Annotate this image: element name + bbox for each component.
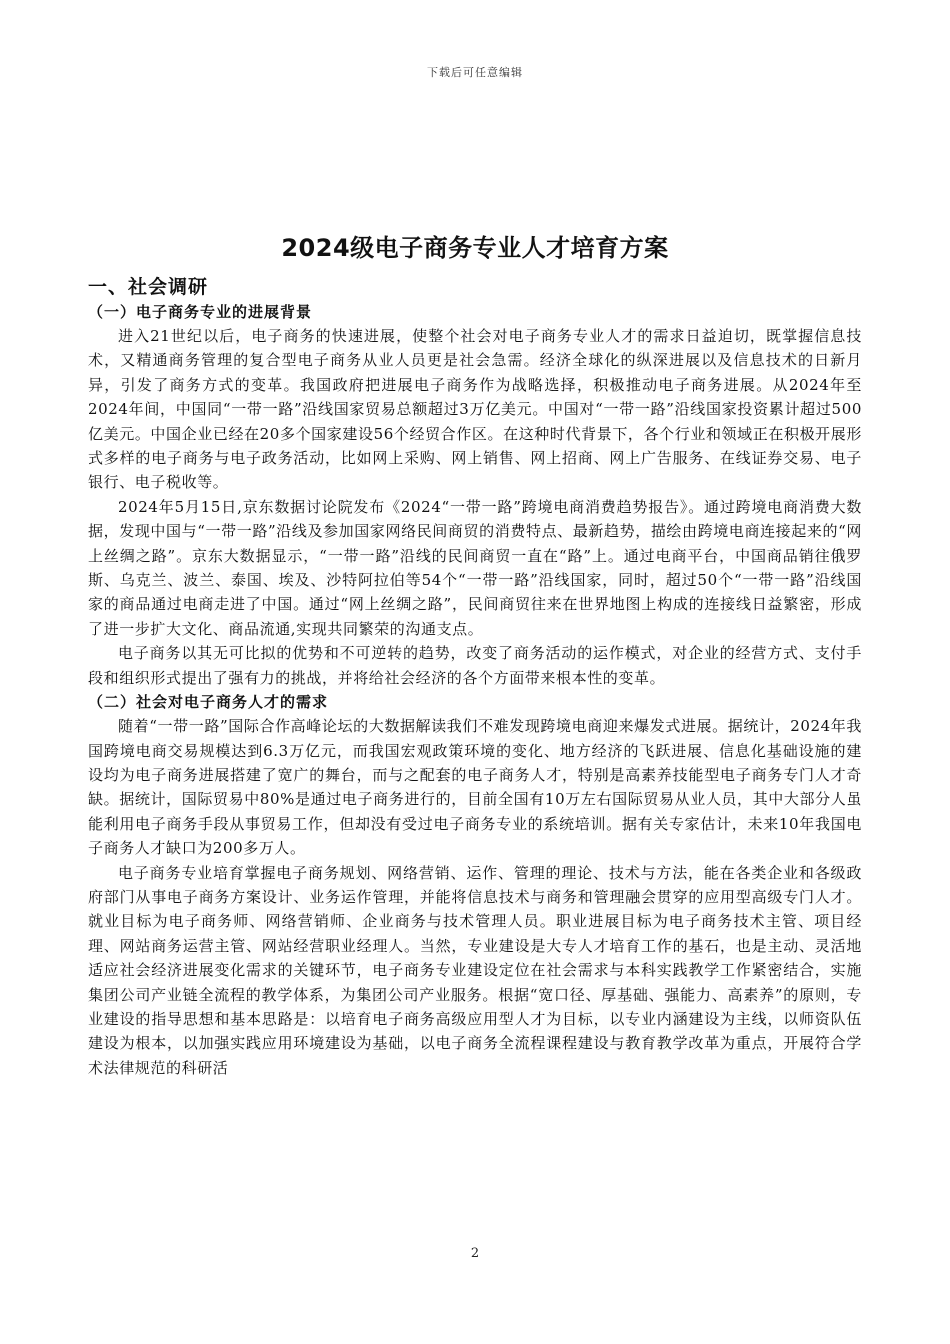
paragraph: 电子商务以其无可比拟的优势和不可逆转的趋势，改变了商务活动的运作模式，对企业的经营方式、支付手段和组织形式提出了强有力的挑战，并将给社会经济的各个方面带来根本性的变革。 [88, 644, 862, 687]
header-note: 下载后可任意编辑 [427, 66, 523, 79]
subsection-heading-background: （一）电子商务专业的进展背景 [88, 303, 313, 321]
paragraph: 电子商务专业培育掌握电子商务规划、网络营销、运作、管理的理论、技术与方法，能在各类企业和各级政府部门从事电子商务方案设计、业务运作管理，并能将信息技术与商务和管理融会贯穿的应用型高级专门人才。就业目标为电子商务师、网络营销师、企业商务与技术管理人员。职业进展目标为电子商务技术主管、项目经理、网站商务运营主管、网站经营职业经理人。当然，专业建设是大专人才培育工作的基石，也是主动、灵活地适应社会经济进展变化需求的关键环节，电子商务专业建设定位在社会需求与本科实践教学工作紧密结合，实施集团公司产业链全流程的教学体系，为集团公司产业服务。根据“宽口径、厚基础、强能力、高素养”的原则，专业建设的指导思想和基本思路是：以培育电子商务高级应用型人才为目标，以专业内涵建设为主线，以师资队伍建设为根本，以加强实践应用环境建设为基础，以电子商务全流程课程建设与教育教学改革为重点，开展符合学术法律规范的科研活 [88, 863, 862, 1077]
subsection-heading-talent-demand: （二）社会对电子商务人才的需求 [88, 693, 329, 712]
paragraph: 随着“一带一路”国际合作高峰论坛的大数据解读我们不难发现跨境电商迎来爆发式进展。据统计，2024年我国跨境电商交易规模达到6.3万亿元，而我国宏观政策环境的变化、地方经济的飞跃进展、信息化基础设施的建设均为电子商务进展搭建了宽广的舞台，而与之配套的电子商务人才，特别是高素养技能型电子商务专门人才奇缺。据统计，国际贸易中80%是通过电子商务进行的，目前全国有10万左右国际贸易从业人员，其中大部分人虽能利用电子商务手段从事贸易工作，但却没有受过电子商务专业的系统培训。据有关专家估计，未来10年我国电子商务人才缺口为200多万人。 [88, 717, 862, 858]
document-body [88, 228, 862, 1080]
document-title: 2024级电子商务专业人才培育方案 [281, 234, 669, 262]
section-heading-social-research: 一、社会调研 [88, 276, 209, 298]
page-number: 2 [470, 1246, 480, 1261]
paragraph: 进入21世纪以后，电子商务的快速进展，使整个社会对电子商务专业人才的需求日益迫切，既掌握信息技术，又精通商务管理的复合型电子商务从业人员更是社会急需。经济全球化的纵深进展以及信息技术的日新月异，引发了商务方式的变革。我国政府把进展电子商务作为战略选择，积极推动电子商务进展。从2024年至2024年间，中国同“一带一路”沿线国家贸易总额超过3万亿美元。中国对“一带一路”沿线国家投资累计超过500亿美元。中国企业已经在20多个国家建设56个经贸合作区。在这种时代背景下，各个行业和领域正在积极开展形式多样的电子商务与电子政务活动，比如网上采购、网上销售、网上招商、网上广告服务、在线证券交易、电子银行、电子税收等。 [88, 327, 862, 492]
paragraph: 2024年5月15日,京东数据讨论院发布《2024“一带一路”跨境电商消费趋势报告》。通过跨境电商消费大数据，发现中国与“一带一路”沿线及参加国家网络民间商贸的消费特点、最新趋势，描绘由跨境电商连接起来的“网上丝绸之路”。京东大数据显示，“一带一路”沿线的民间商贸一直在“路”上。通过电商平台，中国商品销往俄罗斯、乌克兰、波兰、泰国、埃及、沙特阿拉伯等54个“一带一路”沿线国家，同时，超过50个“一带一路”沿线国家的商品通过电商走进了中国。通过“网上丝绸之路”，民间商贸往来在世界地图上构成的连接线日益繁密，形成了进一步扩大文化、商品流通,实现共同繁荣的沟通支点。 [88, 497, 862, 638]
